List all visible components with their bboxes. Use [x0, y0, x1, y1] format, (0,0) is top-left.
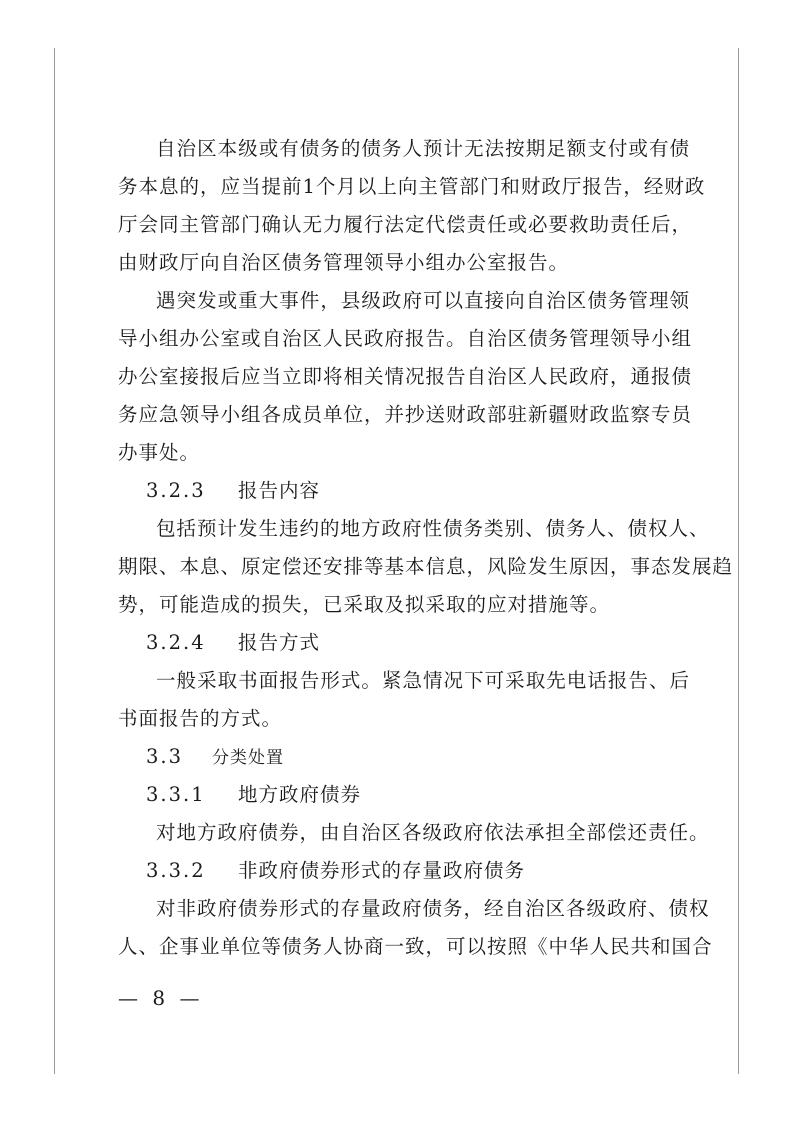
- document-body: [118, 130, 734, 966]
- section-heading: [118, 852, 690, 890]
- section-number: 3.3: [146, 745, 184, 768]
- section-title: 非政府债券形式的存量政府债务: [238, 859, 526, 882]
- section-number: 3.2.3: [146, 479, 206, 502]
- section-number: 3.2.4: [146, 631, 206, 654]
- section-title: 地方政府债券: [238, 783, 362, 806]
- section-heading: [118, 472, 690, 510]
- text-line: 人、企事业单位等债务人协商一致，可以按照《中华人民共和国合: [118, 935, 713, 958]
- text-line: 由财政厅向自治区债务管理领导小组办公室报告。: [118, 251, 570, 274]
- text-line: 务应急领导小组各成员单位，并抄送财政部驻新疆财政监察专员: [118, 403, 693, 426]
- section-heading: [118, 738, 690, 776]
- text-line: 一般采取书面报告形式。紧急情况下可采取先电话报告、后: [156, 669, 690, 692]
- text-line: 势，可能造成的损失，已采取及拟采取的应对措施等。: [118, 593, 611, 616]
- text-line: 导小组办公室或自治区人民政府报告。自治区债务管理领导小组: [118, 327, 693, 350]
- section-heading: [118, 776, 690, 814]
- right-margin-rule: [738, 48, 739, 1074]
- text-line: 厅会同主管部门确认无力履行法定代偿责任或必要救助责任后，: [118, 213, 693, 236]
- text-line: 对非政府债券形式的存量政府债务，经自治区各级政府、债权: [156, 897, 710, 920]
- section-number: 3.3.1: [146, 783, 206, 806]
- text-line: 遇突发或重大事件，县级政府可以直接向自治区债务管理领: [156, 289, 690, 312]
- page-number: — 8 —: [118, 986, 204, 1010]
- text-line: 自治区本级或有债务的债务人预计无法按期足额支付或有债: [156, 137, 690, 160]
- text-line: 包括预计发生违约的地方政府性债务类别、债务人、债权人、: [156, 517, 710, 540]
- section-title: 报告内容: [238, 479, 321, 502]
- section-title: 分类处置: [212, 748, 284, 768]
- text-line: 办事处。: [118, 441, 201, 464]
- section-title: 报告方式: [238, 631, 321, 654]
- text-line: 书面报告的方式。: [118, 707, 283, 730]
- section-number: 3.3.2: [146, 859, 206, 882]
- left-margin-rule: [54, 48, 55, 1074]
- text-line: 务本息的，应当提前1个月以上向主管部门和财政厅报告，经财政: [118, 175, 706, 198]
- section-heading: [118, 624, 690, 662]
- text-line: 对地方政府债券，由自治区各级政府依法承担全部偿还责任。: [156, 821, 710, 844]
- text-line: 期限、本息、原定偿还安排等基本信息，风险发生原因，事态发展趋: [118, 555, 734, 578]
- text-line: 办公室接报后应当立即将相关情况报告自治区人民政府，通报债: [118, 365, 693, 388]
